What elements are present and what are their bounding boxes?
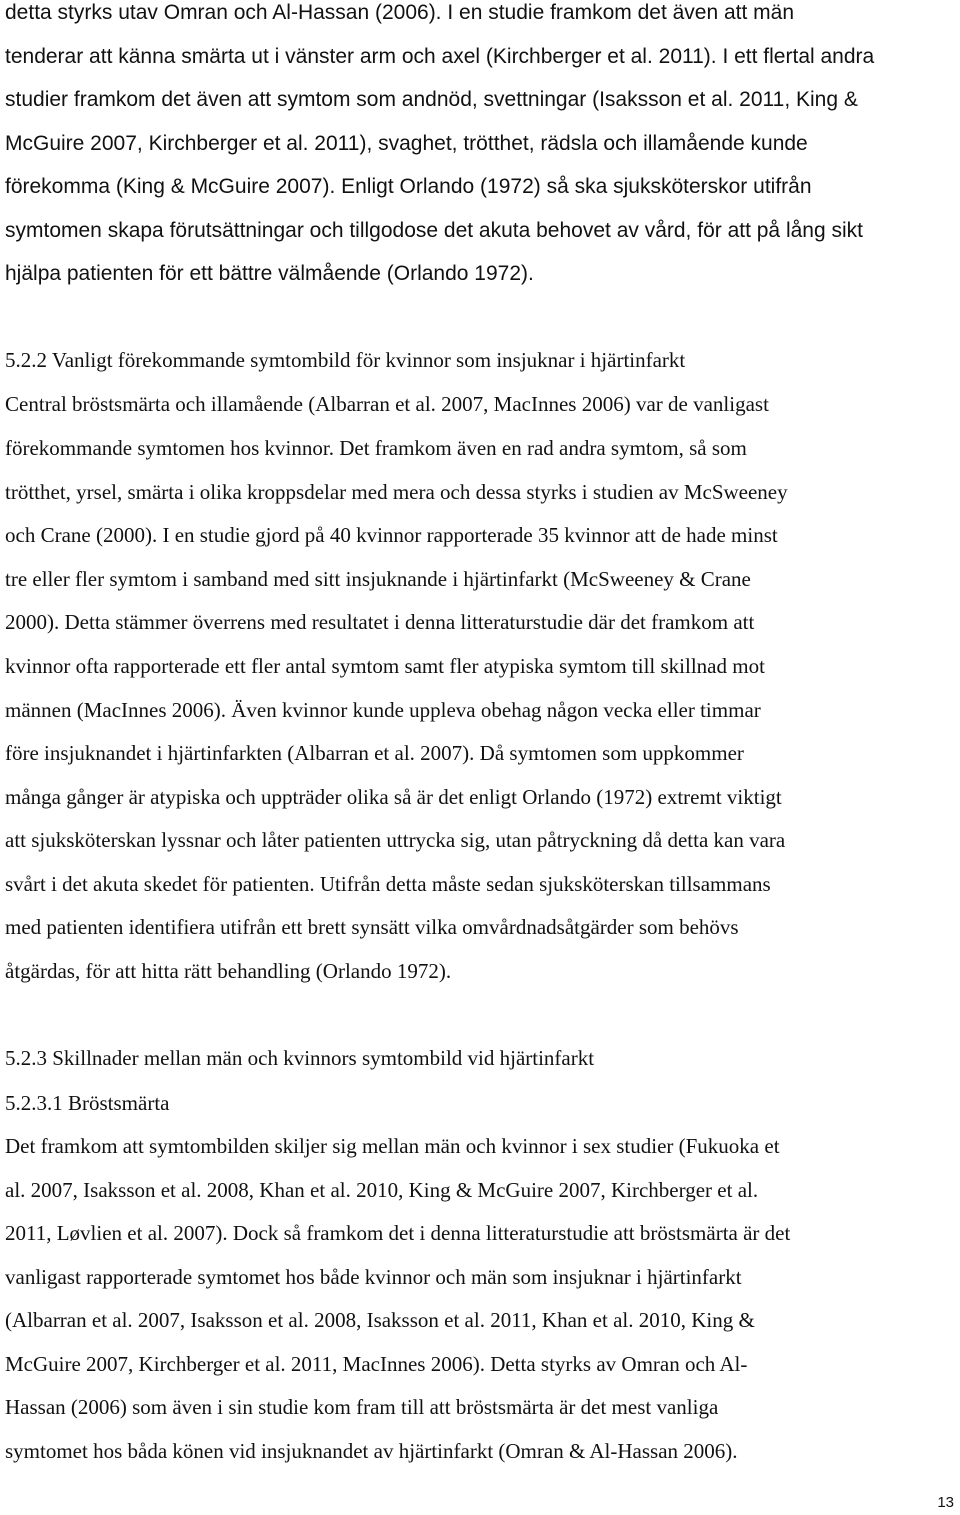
text-line: Central bröstsmärta och illamående (Albarran et al. 2007, MacInnes 2006) var de vanligast — [5, 392, 769, 416]
text-line: och Crane (2000). I en studie gjord på 40 kvinnor rapporterade 35 kvinnor att de hade minst — [5, 523, 778, 547]
section-heading: 5.2.3 Skillnader mellan män och kvinnors symtombild vid hjärtinfarkt — [5, 1046, 595, 1070]
text-line: Hassan (2006) som även i sin studie kom fram till att bröstsmärta är det mest vanliga — [5, 1395, 719, 1419]
text-line: att sjuksköterskan lyssnar och låter patienten uttrycka sig, utan påtryckning då detta kan vara — [5, 828, 786, 852]
text-line: 2011, Løvlien et al. 2007). Dock så framkom det i denna litteraturstudie att bröstsmärta är det — [5, 1221, 791, 1245]
text-line: med patienten identifiera utifrån ett brett synsätt vilka omvårdnadsåtgärder som behövs — [5, 915, 739, 939]
text-line: männen (MacInnes 2006). Även kvinnor kunde uppleva obehag någon vecka eller timmar — [5, 698, 761, 722]
text-line: åtgärdas, för att hitta rätt behandling (Orlando 1972). — [5, 959, 452, 983]
text-line: tenderar att känna smärta ut i vänster arm och axel (Kirchberger et al. 2011). I ett flertal andra — [5, 45, 875, 68]
page-number: 13 — [937, 1494, 954, 1511]
text-line: svårt i det akuta skedet för patienten. Utifrån detta måste sedan sjuksköterskan tillsammans — [5, 872, 771, 896]
text-line: McGuire 2007, Kirchberger et al. 2011, MacInnes 2006). Detta styrks av Omran och Al- — [5, 1352, 748, 1376]
subsection-heading: 5.2.3.1 Bröstsmärta — [5, 1091, 170, 1115]
section-heading: 5.2.2 Vanligt förekommande symtombild för kvinnor som insjuknar i hjärtinfarkt — [5, 348, 686, 372]
text-line: McGuire 2007, Kirchberger et al. 2011), svaghet, trötthet, rädsla och illamående kunde — [5, 132, 808, 155]
text-line: tre eller fler symtom i samband med sitt insjuknande i hjärtinfarkt (McSweeney & Crane — [5, 567, 751, 591]
text-line: 2000). Detta stämmer överrens med resultatet i denna litteraturstudie där det framkom att — [5, 610, 755, 634]
text-line: studier framkom det även att symtom som andnöd, svettningar (Isaksson et al. 2011, King & — [5, 88, 858, 111]
text-line: symtomen skapa förutsättningar och tillgodose det akuta behovet av vård, för att på lång sikt — [5, 219, 863, 242]
text-line: al. 2007, Isaksson et al. 2008, Khan et al. 2010, King & McGuire 2007, Kirchberger et al. — [5, 1178, 759, 1202]
text-line: före insjuknandet i hjärtinfarkten (Albarran et al. 2007). Då symtomen som uppkommer — [5, 741, 744, 765]
text-line: vanligast rapporterade symtomet hos både kvinnor och män som insjuknar i hjärtinfarkt — [5, 1265, 742, 1289]
text-line: symtomet hos båda könen vid insjuknandet av hjärtinfarkt (Omran & Al-Hassan 2006). — [5, 1439, 738, 1463]
text-line: Det framkom att symtombilden skiljer sig mellan män och kvinnor i sex studier (Fukuoka et — [5, 1134, 780, 1158]
text-line: förekomma (King & McGuire 2007). Enligt Orlando (1972) så ska sjuksköterskor utifrån — [5, 175, 812, 198]
text-line: förekommande symtomen hos kvinnor. Det framkom även en rad andra symtom, så som — [5, 436, 747, 460]
text-line: många gånger är atypiska och uppträder olika så är det enligt Orlando (1972) extremt viktigt — [5, 785, 782, 809]
text-line: detta styrks utav Omran och Al-Hassan (2006). I en studie framkom det även att män — [5, 1, 795, 24]
text-line: kvinnor ofta rapporterade ett fler antal symtom samt fler atypiska symtom till skillnad mot — [5, 654, 765, 678]
text-line: hjälpa patienten för ett bättre välmående (Orlando 1972). — [5, 262, 534, 285]
text-line: trötthet, yrsel, smärta i olika kroppsdelar med mera och dessa styrks i studien av McSweeney — [5, 480, 788, 504]
text-line: (Albarran et al. 2007, Isaksson et al. 2008, Isaksson et al. 2011, Khan et al. 2010, King & — [5, 1308, 755, 1332]
